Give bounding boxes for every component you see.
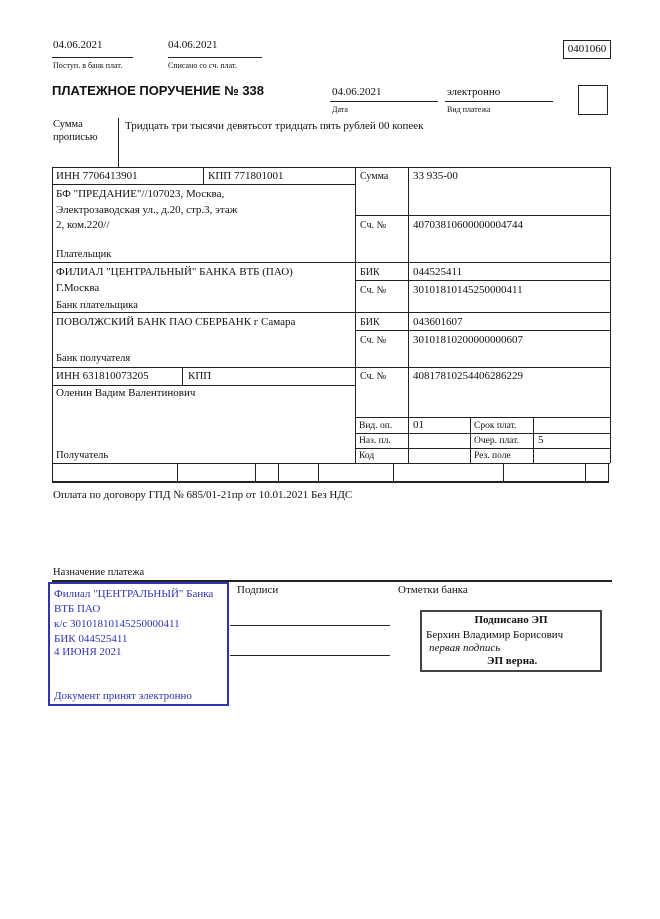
divider <box>355 433 610 434</box>
amount-words: Тридцать три тысячи девятьсот тридцать пять рублей 00 копеек <box>125 120 424 132</box>
table-border <box>408 167 409 463</box>
divider <box>533 417 534 463</box>
payee-inn: ИНН 631810073205 <box>56 370 149 382</box>
underline <box>168 57 262 58</box>
divider <box>203 167 204 184</box>
payment-kind: электронно <box>447 86 501 98</box>
payer-bank-bik: 044525411 <box>413 266 463 278</box>
divider <box>118 118 119 167</box>
amount-label: Сумма <box>360 171 389 182</box>
payer-bank-bik-label: БИК <box>360 267 380 278</box>
payee-bank-label: Банк получателя <box>56 353 131 364</box>
due-label: Срок плат. <box>474 421 517 431</box>
table-border <box>52 167 610 168</box>
payer-bank-label: Банк плательщика <box>56 300 138 311</box>
received-label: Поступ. в банк плат. <box>53 61 123 70</box>
payee-kpp: КПП <box>188 370 212 382</box>
tax-cell-border <box>255 463 256 481</box>
op-kind-label: Вид. оп. <box>359 421 393 431</box>
tax-cell-border <box>177 463 178 481</box>
payee-bank-account-label: Сч. № <box>360 335 387 346</box>
signature-line <box>230 655 390 656</box>
divider <box>52 385 355 386</box>
underline <box>445 101 553 102</box>
priority-checkbox <box>578 85 608 115</box>
purpose-code-label: Наз. пл. <box>359 436 391 446</box>
document-date: 04.06.2021 <box>332 86 382 98</box>
payee-bank-bik: 043601607 <box>413 316 463 328</box>
document-title: ПЛАТЕЖНОЕ ПОРУЧЕНИЕ № 338 <box>52 83 265 98</box>
divider <box>355 417 610 418</box>
payer-kpp: КПП 771801001 <box>208 170 284 182</box>
payment-purpose-label: Назначение платежа <box>53 567 145 578</box>
op-kind-value: 01 <box>413 419 424 431</box>
stamp-note: Документ принят электронно <box>54 690 192 702</box>
tax-cell-border <box>608 463 609 481</box>
payment-purpose-text: Оплата по договору ГПД № 685/01-21пр от 10.01.2021 Без НДС <box>53 489 353 501</box>
stamp-date: 4 ИЮНЯ 2021 <box>54 646 122 658</box>
tax-cell-border <box>52 463 53 481</box>
payee-bank-account: 30101810200000000607 <box>413 334 523 346</box>
payee-label: Получатель <box>56 450 109 461</box>
divider <box>355 280 610 281</box>
signatures-label: Подписи <box>237 584 279 596</box>
tax-cell-border <box>318 463 319 481</box>
payee-name: Оленин Вадим Валентинович <box>56 387 196 399</box>
table-border <box>52 312 610 313</box>
reserve-label: Рез. поле <box>474 451 511 461</box>
received-date: 04.06.2021 <box>53 39 103 51</box>
esign-sub: первая подпись <box>429 642 501 654</box>
payer-bank-name: ФИЛИАЛ "ЦЕНТРАЛЬНЫЙ" БАНКА ВТБ (ПАО) Г.Москва <box>56 266 293 294</box>
payee-bank-bik-label: БИК <box>360 317 380 328</box>
payer-account-label: Сч. № <box>360 220 387 231</box>
divider <box>355 215 610 216</box>
code-label: Код <box>359 451 375 461</box>
divider <box>355 448 610 449</box>
payee-bank-name: ПОВОЛЖСКИЙ БАНК ПАО СБЕРБАНК г Самара <box>56 316 296 328</box>
debited-label: Списано со сч. плат. <box>168 61 237 70</box>
payer-account: 40703810600000004744 <box>413 219 523 231</box>
divider <box>52 184 355 185</box>
amount-words-label: Сумма прописью <box>53 119 98 143</box>
table-border <box>610 167 611 463</box>
date-label: Дата <box>332 105 348 114</box>
table-border <box>52 262 610 263</box>
payer-bank-account: 30101810145250000411 <box>413 284 523 296</box>
priority-label: Очер. плат. <box>474 436 519 446</box>
divider <box>182 367 183 385</box>
payer-name-address: БФ "ПРЕДАНИЕ"//107023, Москва, Электрозаводская ул., д.20, стр.3, этаж 2, ком.220// <box>56 188 238 231</box>
tax-cell-border <box>278 463 279 481</box>
bank-marks-label: Отметки банка <box>398 584 468 596</box>
signature-line <box>230 625 390 626</box>
payer-bank-account-label: Сч. № <box>360 285 387 296</box>
tax-cell-border <box>585 463 586 481</box>
tax-row-bottom-border <box>52 481 609 483</box>
payment-kind-label: Вид платежа <box>447 105 491 114</box>
esign-title: Подписано ЭП <box>474 614 548 626</box>
esign-verified: ЭП верна. <box>487 655 538 667</box>
stamp-bank-details: Филиал "ЦЕНТРАЛЬНЫЙ" Банка ВТБ ПАО к/с 30101810145250000411 БИК 044525411 <box>54 588 214 645</box>
payer-inn: ИНН 7706413901 <box>56 170 138 182</box>
table-border <box>355 167 356 463</box>
table-border <box>52 167 53 463</box>
table-border <box>52 367 610 368</box>
payee-account: 40817810254406286229 <box>413 370 523 382</box>
tax-cell-border <box>393 463 394 481</box>
divider <box>470 417 471 463</box>
esign-name: Берхин Владимир Борисович <box>426 629 564 641</box>
debited-date: 04.06.2021 <box>168 39 218 51</box>
payee-account-label: Сч. № <box>360 371 387 382</box>
divider <box>355 330 610 331</box>
payer-label: Плательщик <box>56 249 112 260</box>
tax-cell-border <box>503 463 504 481</box>
priority-value: 5 <box>538 434 544 446</box>
amount-value: 33 935-00 <box>413 170 458 182</box>
table-border <box>52 463 610 464</box>
underline <box>330 101 438 102</box>
underline <box>52 57 133 58</box>
form-code: 0401060 <box>567 43 607 55</box>
